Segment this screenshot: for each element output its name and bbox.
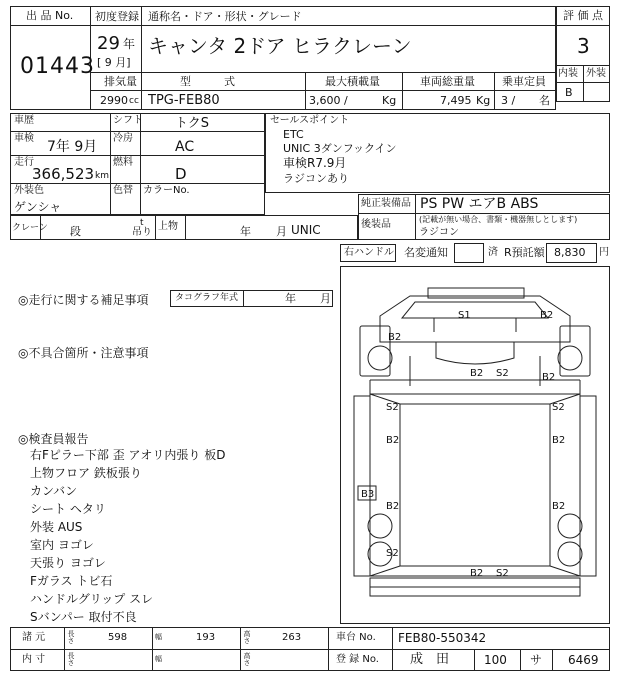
damage-mark: B2	[470, 568, 484, 579]
inner-height-label: 高さ	[243, 652, 251, 666]
displacement-label: 排気量	[104, 75, 137, 88]
reg-label: 登 録 No.	[336, 654, 379, 665]
truck-diagram	[340, 266, 610, 624]
interior-label: 内装	[558, 68, 578, 79]
inspector-line: Fガラス トビ石	[30, 574, 113, 588]
crane-label: クレーン	[12, 223, 48, 233]
inner-width-label: 幅	[155, 655, 162, 663]
chassis-label: 車台 No.	[336, 632, 376, 643]
sales-point-line: UNIC 3ダンフックイン	[283, 142, 397, 155]
inspector-line: ハンドルグリップ スレ	[30, 592, 154, 606]
damage-mark: S2	[552, 402, 565, 413]
defects-label: ◎不具合箇所・注意事項	[18, 346, 149, 360]
reg-month: [ 9 月]	[97, 56, 131, 69]
first-reg-label: 初度登録	[95, 10, 139, 23]
inner-length-label: 長さ	[67, 652, 75, 666]
lot-number: 01443	[20, 54, 95, 79]
car-name: キャンタ 2ドア ヒラクレーン	[148, 34, 412, 58]
crane-ton: t	[140, 218, 144, 228]
aircon-label: 冷房	[113, 133, 133, 144]
inner-dims-label: 内 寸	[22, 654, 46, 665]
length-value: 598	[108, 632, 128, 643]
reg-year-unit: 年	[123, 37, 136, 51]
r-deposit-value: 8,830	[554, 246, 586, 259]
aftermarket-note: (記載が無い場合、書類・機器無しとします)	[419, 215, 578, 224]
score-value: 3	[577, 34, 590, 58]
capacity-unit: 名	[539, 94, 550, 107]
displacement-unit: cc	[129, 96, 139, 106]
inspection-label: 車検	[14, 133, 34, 144]
sales-point-line: ラジコンあり	[283, 172, 349, 185]
lot-label: 出 品 No.	[26, 9, 74, 22]
name-change-box	[454, 243, 484, 263]
color-label: 外装色	[14, 185, 44, 196]
fuel-label: 燃料	[113, 157, 133, 168]
color-no-label: カラーNo.	[143, 185, 190, 196]
top-body-label: 上物	[158, 221, 178, 232]
max-load-value: 3,600 /	[309, 94, 348, 107]
r-deposit-label: R預託額	[504, 246, 545, 259]
reg-year: 29	[97, 33, 120, 54]
sales-point-line: ETC	[283, 128, 304, 141]
top-body-month: 月	[276, 225, 287, 238]
damage-mark: S2	[386, 402, 399, 413]
r-deposit-unit: 円	[599, 247, 609, 258]
damage-mark: B3	[361, 489, 375, 500]
gross-weight-value: 7,495	[440, 94, 472, 107]
inspector-line: カンバン	[30, 484, 78, 498]
damage-mark: B2	[388, 332, 402, 343]
crane-hanging: 吊り	[132, 227, 152, 238]
damage-mark: B2	[470, 368, 484, 379]
top-body-maker: UNIC	[291, 223, 321, 237]
inspector-line: 室内 ヨゴレ	[30, 538, 94, 552]
shift-value: トクS	[175, 116, 209, 131]
capacity-label: 乗車定員	[502, 75, 546, 88]
name-change-label: 名変通知	[404, 246, 448, 259]
gross-weight-label: 車両総重量	[420, 75, 475, 88]
exterior-label: 外装	[586, 68, 606, 79]
max-load-label: 最大積載量	[325, 75, 380, 88]
type-value: TPG-FEB80	[148, 93, 220, 108]
inspector-line: シート ヘタリ	[30, 502, 106, 516]
inspector-line: 上物フロア 鉄板張り	[30, 466, 142, 480]
aftermarket-value: ラジコン	[419, 227, 459, 238]
aftermarket-label: 後装品	[361, 219, 391, 230]
mileage-unit: km	[95, 171, 109, 181]
displacement-value: 2990	[100, 94, 128, 107]
sales-points-label: セールスポイント	[270, 115, 350, 126]
type-label: 型 式	[180, 75, 235, 88]
inspector-line: 外装 AUS	[30, 520, 83, 534]
fuel-value: D	[175, 165, 187, 183]
reg-kana: サ	[530, 653, 543, 667]
tacho-month: 月	[320, 292, 331, 305]
inspector-line: 天張り ヨゴレ	[30, 556, 106, 570]
equipment-label: 純正装備品	[361, 198, 411, 209]
reg-class: 100	[484, 653, 507, 667]
inspection-value: 7年 9月	[47, 139, 98, 155]
damage-mark: S2	[386, 548, 399, 559]
inspector-line: 右Fピラー下部 歪 アオリ内張り 板D	[30, 448, 226, 462]
height-value: 263	[282, 632, 302, 643]
capacity-value: 3 /	[501, 94, 516, 107]
reg-area: 成 田	[410, 652, 450, 667]
color-change-label: 色替	[113, 185, 133, 196]
color-value: ゲンシャ	[14, 200, 62, 214]
damage-mark: S1	[458, 310, 471, 321]
score-label: 評 価 点	[563, 9, 603, 22]
model-label: 通称名・ドア・形状・グレード	[148, 10, 302, 23]
top-body-year: 年	[240, 225, 251, 238]
dims-label: 諸 元	[22, 632, 46, 643]
height-label: 高さ	[243, 630, 251, 644]
aircon-value: AC	[175, 139, 195, 155]
damage-mark: B2	[542, 372, 556, 383]
sale-label: 済	[488, 247, 498, 258]
shift-label: シフト	[113, 115, 143, 126]
reg-number: 6469	[568, 653, 599, 667]
damage-mark: S2	[496, 568, 509, 579]
chassis-number: FEB80-550342	[398, 631, 487, 645]
damage-mark: B2	[552, 435, 566, 446]
tacho-label: タコグラフ年式	[175, 293, 239, 303]
inspector-label: ◎検査員報告	[18, 432, 89, 446]
length-label: 長さ	[67, 630, 75, 644]
damage-mark: B2	[552, 501, 566, 512]
equipment-value: PS PW エアB ABS	[420, 196, 539, 212]
tacho-year: 年	[285, 292, 296, 305]
damage-mark: B2	[386, 501, 400, 512]
history-label: 車歴	[14, 115, 34, 126]
width-label: 幅	[155, 633, 162, 641]
damage-mark: B2	[386, 435, 400, 446]
crane-stage: 段	[70, 225, 81, 238]
inspector-line: Sバンパー 取付不良	[30, 610, 137, 624]
mileage-value: 366,523	[32, 165, 95, 183]
width-value: 193	[196, 632, 216, 643]
right-hand-label: 右ハンドル	[344, 247, 394, 258]
sales-point-line: 車検R7.9月	[283, 156, 347, 170]
mileage-label: 走行	[14, 157, 34, 168]
max-load-unit: Kg	[382, 94, 397, 107]
damage-mark: S2	[496, 368, 509, 379]
gross-weight-unit: Kg	[476, 94, 491, 107]
interior-value: B	[565, 86, 573, 99]
damage-mark: B2	[540, 310, 554, 321]
driving-notes-label: ◎走行に関する補足事項	[18, 293, 149, 307]
